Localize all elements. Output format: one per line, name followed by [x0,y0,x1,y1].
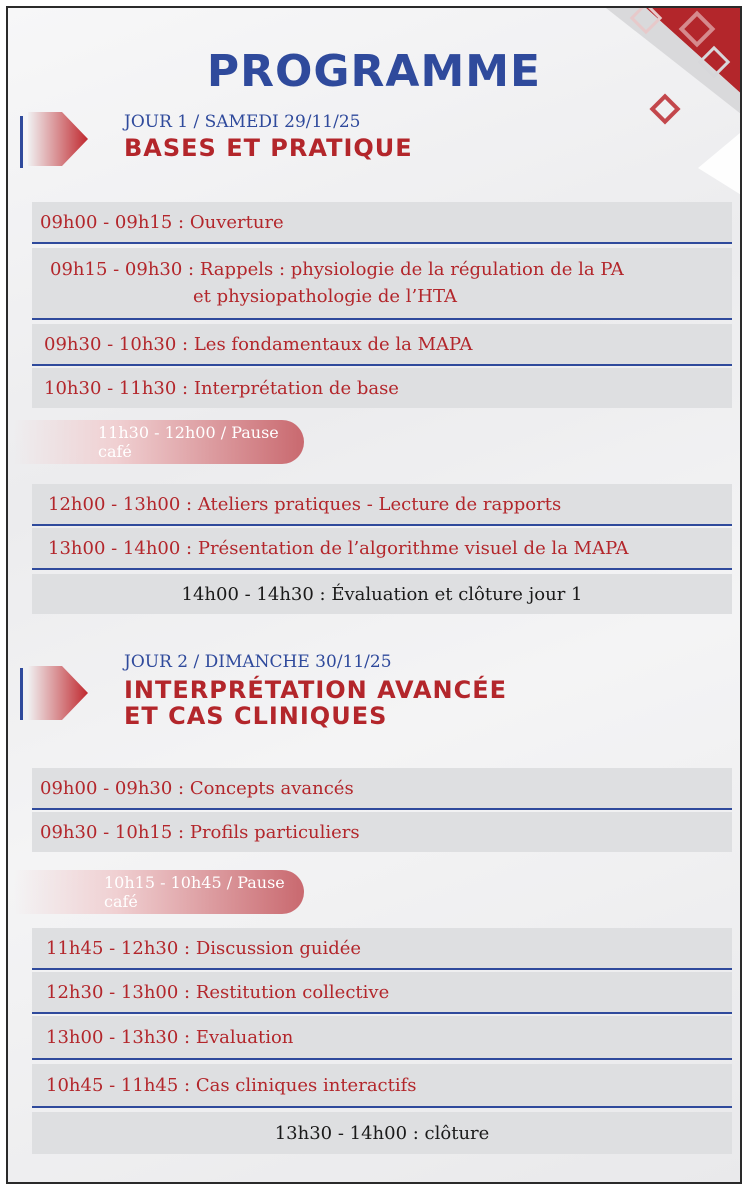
day2-title-line2: ET CAS CLINIQUES [124,702,388,730]
pause-badge: 10h15 - 10h45 / Pause café [14,870,304,914]
play-arrow-icon [28,112,88,166]
row-time: 12h00 - 13h00 [48,493,181,515]
row-text: Restitution collective [195,981,390,1003]
schedule-row: 09h30 - 10h30 : Les fondamentaux de la MAPA [32,324,732,366]
page-title: PROGRAMME [206,46,542,97]
row-text: Ouverture [189,211,284,233]
row-time: 09h00 - 09h15 [40,211,173,233]
schedule-row: 09h00 - 09h15 : Ouverture [32,202,732,244]
row-text: Evaluation [195,1026,294,1048]
play-arrow-icon [28,666,88,720]
schedule-row: 13h00 - 14h00 : Présentation de l’algorithme visuel de la MAPA [32,528,732,570]
row-time: 12h30 - 13h00 [46,981,179,1003]
diamond-decoration [586,8,742,208]
row-time: 10h30 - 11h30 [44,377,177,399]
day1-accent-bar [20,116,23,168]
schedule-row: 12h30 - 13h00 : Restitution collective [32,972,732,1014]
schedule-row: 10h45 - 11h45 : Cas cliniques interactifs [32,1064,732,1108]
row-time: 13h00 - 13h30 [46,1026,179,1048]
row-text: Interprétation de base [193,377,399,399]
closing-row: 13h30 - 14h00 : clôture [32,1112,732,1154]
row-time: 09h00 - 09h30 [40,777,173,799]
row-time: 11h45 - 12h30 [46,937,179,959]
schedule-row: 09h15 - 09h30 : Rappels : physiologie de la régulation de la PA et physiopathologie de l’HTA [32,248,732,320]
row-text: Discussion guidée [195,937,362,959]
row-time: 09h30 - 10h30 [44,333,177,355]
row-time: 10h45 - 11h45 [46,1074,179,1096]
program-frame [6,6,742,1184]
row-text: Présentation de l’algorithme visuel de la MAPA [197,537,629,559]
day2-label: JOUR 2 / DIMANCHE 30/11/25 [124,652,392,672]
row-text: Cas cliniques interactifs [195,1074,417,1096]
schedule-row: 09h30 - 10h15 : Profils particuliers [32,812,732,852]
day2-accent-bar [20,668,23,720]
row-text: Ateliers pratiques - Lecture de rapports [197,493,562,515]
pause-badge: 11h30 - 12h00 / Pause café [14,420,304,464]
row-text: Profils particuliers [189,821,360,843]
row-time: 13h00 - 14h00 [48,537,181,559]
row-text: Concepts avancés [189,777,354,799]
row-text: Rappels : physiologie de la régulation de la PA [199,259,624,280]
row-text: Les fondamentaux de la MAPA [193,333,473,355]
schedule-row: 12h00 - 13h00 : Ateliers pratiques - Lecture de rapports [32,484,732,526]
row-time: 09h15 - 09h30 [50,259,183,280]
schedule-row: 09h00 - 09h30 : Concepts avancés [32,768,732,810]
schedule-row: 13h00 - 13h30 : Evaluation [32,1016,732,1060]
schedule-row: 10h30 - 11h30 : Interprétation de base [32,368,732,408]
row-time: 09h30 - 10h15 [40,821,173,843]
day1-label: JOUR 1 / SAMEDI 29/11/25 [124,112,361,132]
day1-title: BASES ET PRATIQUE [124,134,413,162]
row-text-line2: et physiopathologie de l’HTA [193,286,457,307]
day2-title-line1: INTERPRÉTATION AVANCÉE [124,676,508,704]
schedule-row: 11h45 - 12h30 : Discussion guidée [32,928,732,970]
closing-row: 14h00 - 14h30 : Évaluation et clôture jour 1 [32,574,732,614]
